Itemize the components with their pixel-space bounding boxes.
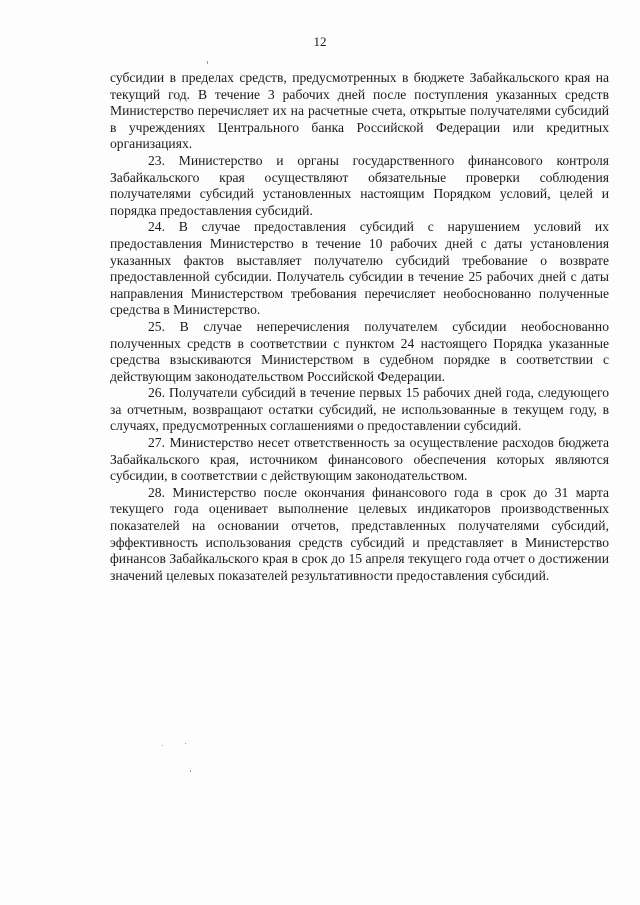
scan-speck [207,61,208,64]
paragraph-27: 27. Министерство несет ответственность за осуществление расходов бюджета Забайкальского края, источником финансового обеспечения которых являются субсидии, в соответствии с действующим законодательством. [110,435,609,484]
paragraph-25: 25. В случае неперечисления получателем субсидии необоснованно полученных средств в соответствии с пунктом 24 настоящего Порядка указанные средства взыскиваются Министерством в судебном порядке в соответствии с действующим законодательством Российской Федерации. [110,318,609,384]
paragraph-24: 24. В случае предоставления субсидий с нарушением условий их предоставления Министерство в течение 10 рабочих дней с даты установления указанных фактов выставляет получателю субсидий требование о возврате предоставленной субсидии. Получатель субсидии в течение 25 рабочих дней с даты направления Министерством требования перечисляет необоснованно полученные средства в Министерство. [110,219,609,318]
document-body [110,70,609,584]
page-number: 12 [313,34,327,49]
paragraph-26: 26. Получатели субсидий в течение первых 15 рабочих дней года, следующего за отчетным, возвращают остатки субсидий, не использованные в текущем году, в случаях, предусмотренных соглашениями о предоставлении субсидий. [110,385,609,434]
scan-speck [190,770,191,772]
paragraph-28: 28. Министерство после окончания финансового года в срок до 31 марта текущего года оценивает выполнение целевых индикаторов производственных показателей на основании отчетов, представленных получателями субсидий, эффективность использования средств субсидий и представляет в Министерство финансов Забайкальского края в срок до 15 апреля текущего года отчет о достижении значений целевых показателей результативности предоставления субсидий. [110,484,609,583]
paragraph-23: 23. Министерство и органы государственного финансового контроля Забайкальского края осуществляют обязательные проверки соблюдения получателями субсидий установленных настоящим Порядком условий, целей и порядка предоставления субсидий. [110,152,609,218]
scan-speck [185,743,186,744]
paragraph-continuation: субсидии в пределах средств, предусмотренных в бюджете Забайкальского края на текущий год. В течение 3 рабочих дней после поступления указанных средств Министерство перечисляет их на расчетные счета, открытые получателями субсидий в учреждениях Центрального банка Российской Федерации или кредитных организациях. [110,70,609,152]
scan-speck [162,745,163,746]
